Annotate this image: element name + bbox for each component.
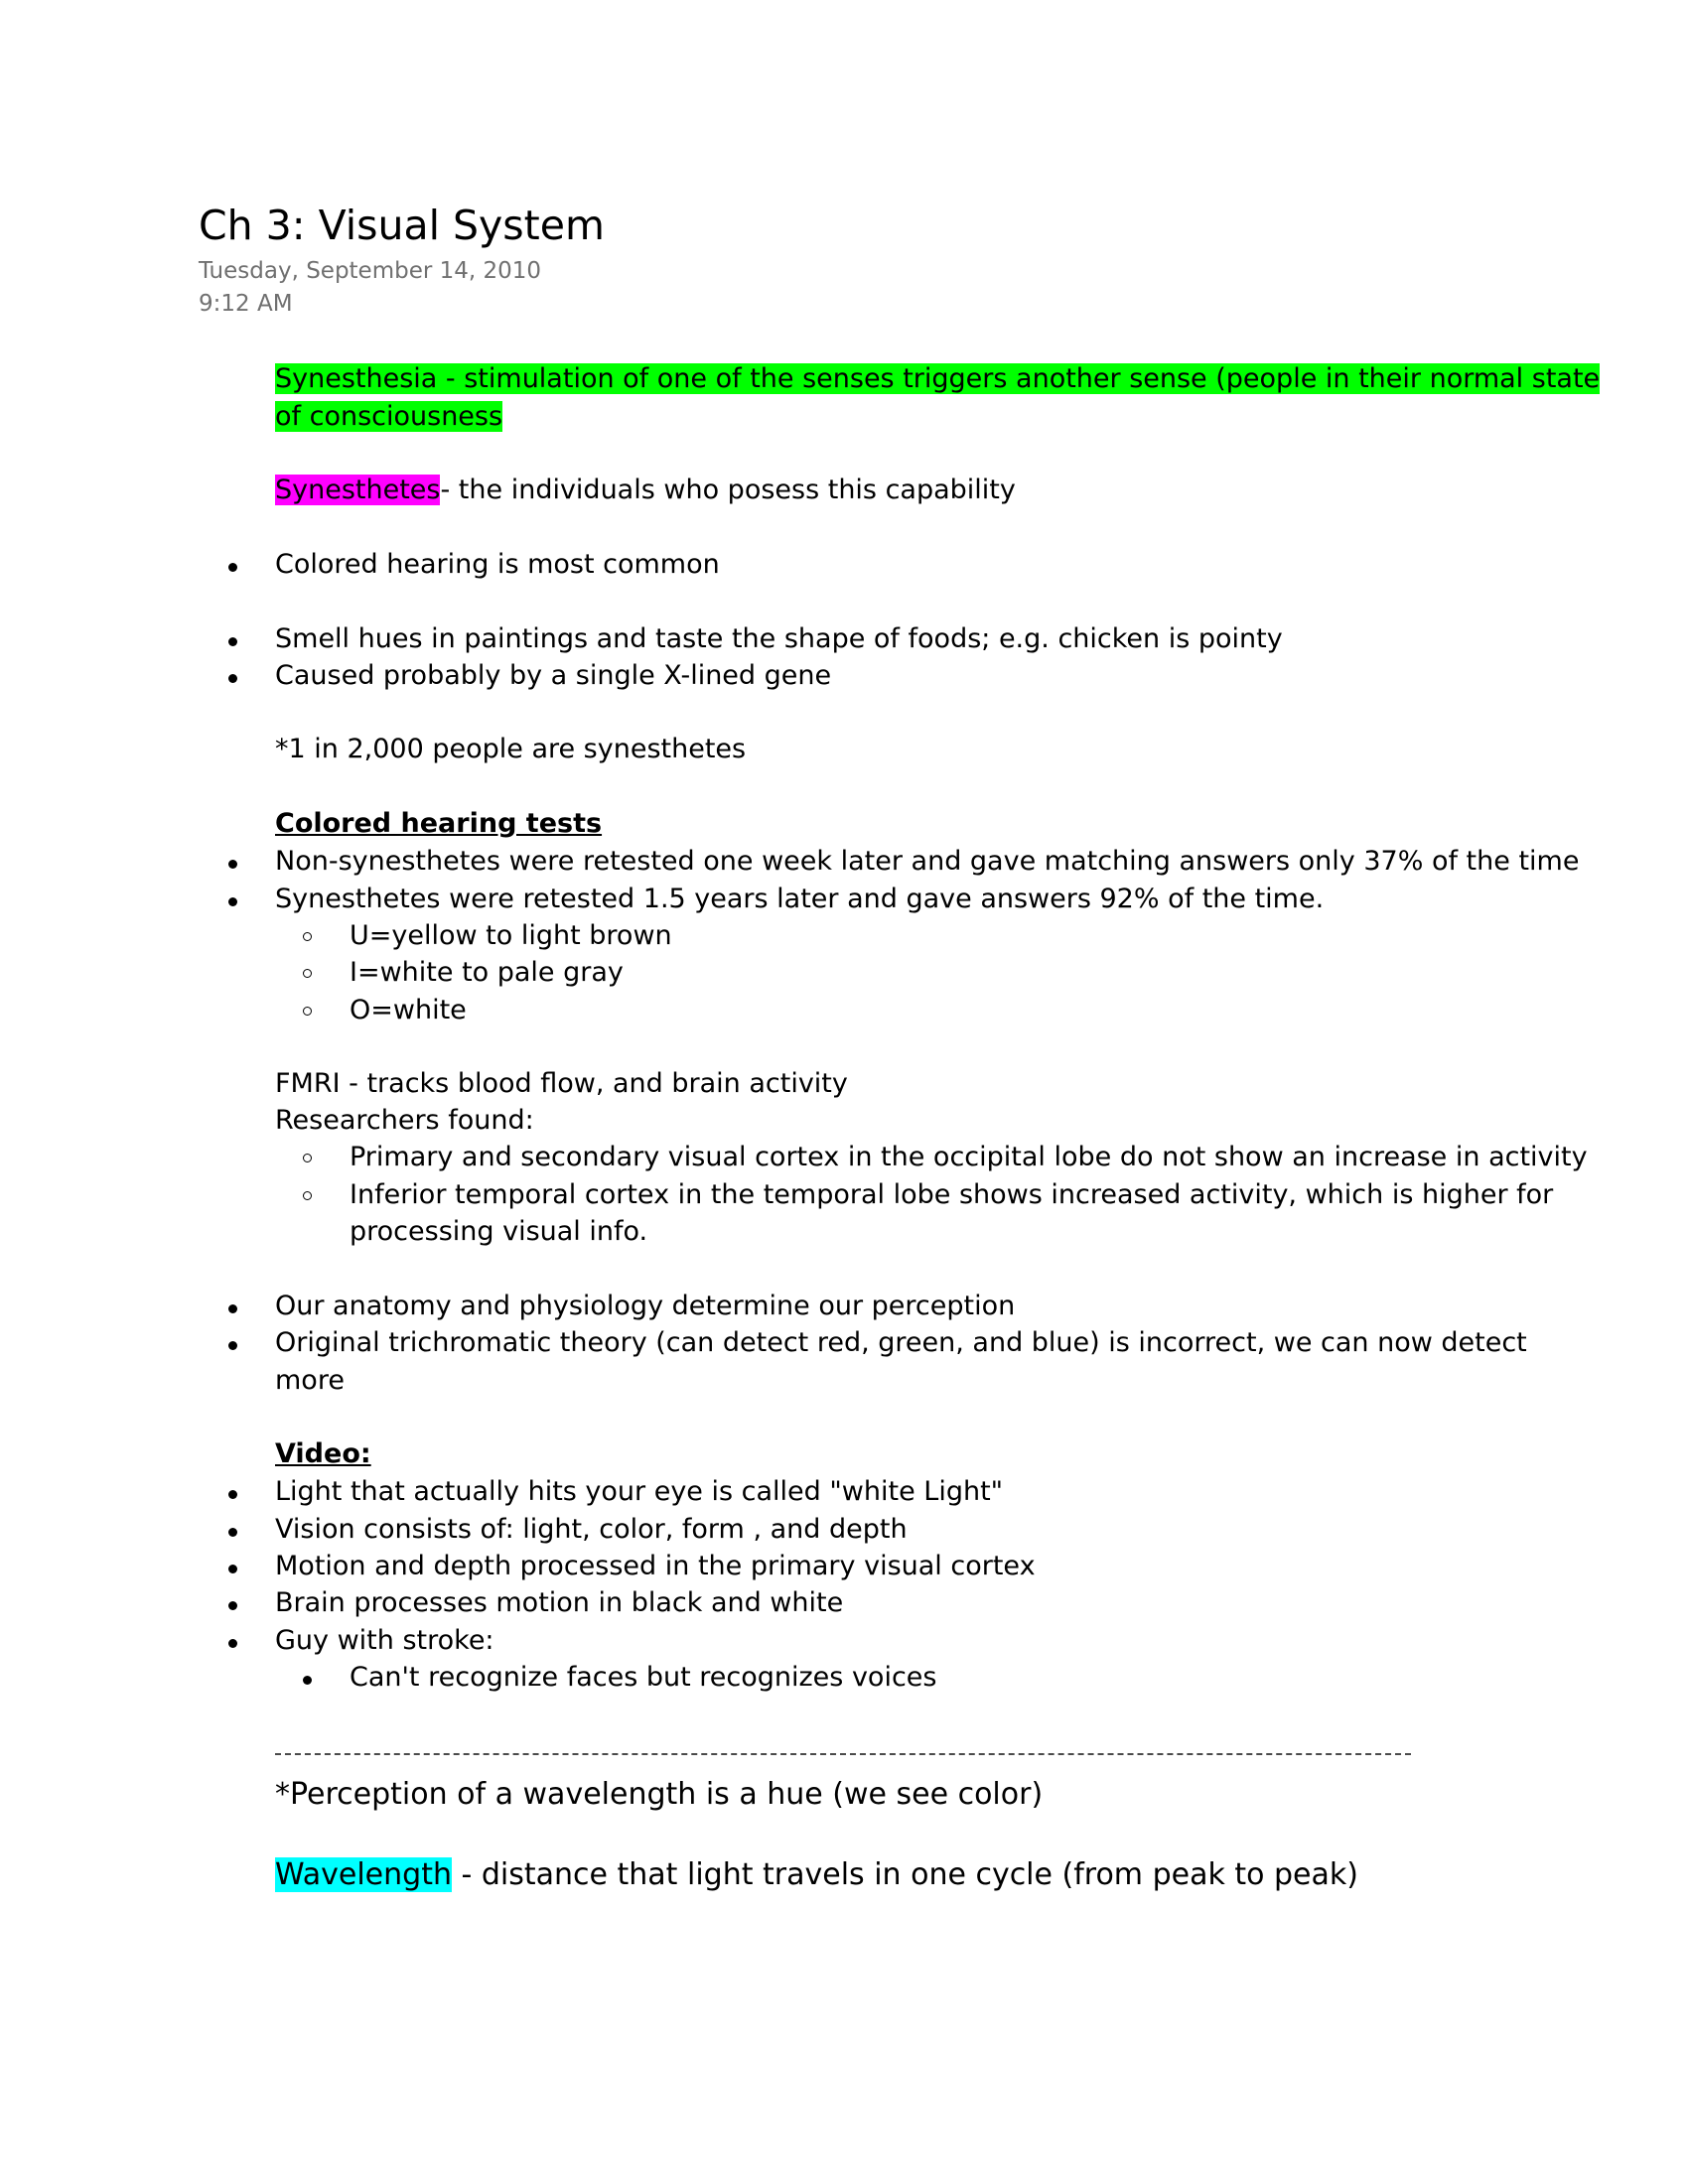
list-item: Vision consists of: light, color, form , and depth bbox=[275, 1514, 908, 1545]
bullet-icon bbox=[228, 563, 237, 572]
highlight-green: Synesthesia - stimulation of one of the senses triggers another sense (people in their normal state bbox=[275, 363, 1601, 394]
list-item: Light that actually hits your eye is called "white Light" bbox=[275, 1476, 1004, 1507]
list-item: Caused probably by a single X-lined gene bbox=[275, 660, 832, 691]
wavelength-definition-text: - distance that light travels in one cycle (from peak to peak) bbox=[451, 1857, 1358, 1892]
circle-bullet-icon bbox=[303, 1007, 312, 1016]
wavelength-definition bbox=[275, 1855, 1358, 1895]
synesthetes-definition bbox=[275, 473, 1016, 508]
page-title: Ch 3: Visual System bbox=[199, 202, 605, 249]
bullet-icon bbox=[228, 674, 237, 683]
list-item: Our anatomy and physiology determine our perception bbox=[275, 1291, 1016, 1321]
list-item: Guy with stroke: bbox=[275, 1625, 494, 1656]
highlight-cyan: Wavelength bbox=[275, 1857, 452, 1892]
sub-list-item: Inferior temporal cortex in the temporal lobe shows increased activity, which is higher for bbox=[350, 1179, 1554, 1210]
sub-list-item-continuation: processing visual info. bbox=[350, 1216, 648, 1247]
highlight-green: of consciousness bbox=[275, 401, 503, 432]
sub-list-item: Can't recognize faces but recognizes voices bbox=[350, 1662, 937, 1693]
list-item-continuation: more bbox=[275, 1365, 345, 1396]
bullet-icon bbox=[228, 637, 237, 646]
sub-list-item: I=white to pale gray bbox=[350, 957, 624, 988]
list-item: Synesthetes were retested 1.5 years later and gave answers 92% of the time. bbox=[275, 884, 1325, 914]
note-date: Tuesday, September 14, 2010 bbox=[199, 258, 542, 284]
bullet-icon bbox=[228, 1601, 237, 1610]
bullet-icon bbox=[228, 1565, 237, 1573]
list-item: Motion and depth processed in the primary visual cortex bbox=[275, 1551, 1036, 1581]
bullet-icon bbox=[228, 1528, 237, 1537]
synesthesia-definition-line1 bbox=[275, 361, 1600, 397]
list-item: Original trichromatic theory (can detect red, green, and blue) is incorrect, we can now detect bbox=[275, 1327, 1527, 1358]
section-heading-colored-hearing-tests: Colored hearing tests bbox=[275, 808, 603, 839]
circle-bullet-icon bbox=[303, 932, 312, 941]
bullet-icon bbox=[228, 1490, 237, 1499]
sub-list-item: O=white bbox=[350, 995, 467, 1025]
bullet-icon bbox=[303, 1676, 312, 1685]
circle-bullet-icon bbox=[303, 969, 312, 978]
synesthetes-definition-text: - the individuals who posess this capability bbox=[440, 475, 1016, 505]
researchers-found-line: Researchers found: bbox=[275, 1105, 534, 1136]
bullet-icon bbox=[228, 1639, 237, 1648]
note-time: 9:12 AM bbox=[199, 291, 293, 317]
list-item: Smell hues in paintings and taste the shape of foods; e.g. chicken is pointy bbox=[275, 623, 1283, 654]
bullet-icon bbox=[228, 1304, 237, 1313]
section-heading-video: Video: bbox=[275, 1438, 371, 1469]
synesthete-statistic: *1 in 2,000 people are synesthetes bbox=[275, 734, 747, 764]
highlight-magenta: Synesthetes bbox=[275, 475, 441, 505]
bullet-icon bbox=[228, 860, 237, 869]
perception-note: *Perception of a wavelength is a hue (we see color) bbox=[275, 1777, 1044, 1812]
list-item: Non-synesthetes were retested one week later and gave matching answers only 37% of the time bbox=[275, 846, 1580, 877]
sub-list-item: U=yellow to light brown bbox=[350, 920, 672, 951]
circle-bullet-icon bbox=[303, 1154, 312, 1162]
list-item: Brain processes motion in black and white bbox=[275, 1587, 844, 1618]
list-item: Colored hearing is most common bbox=[275, 549, 720, 580]
fmri-line: FMRI - tracks blood flow, and brain activity bbox=[275, 1068, 848, 1099]
bullet-icon bbox=[228, 897, 237, 906]
dashed-separator bbox=[275, 1753, 1411, 1755]
sub-list-item: Primary and secondary visual cortex in the occipital lobe do not show an increase in activity bbox=[350, 1142, 1588, 1172]
bullet-icon bbox=[228, 1341, 237, 1350]
synesthesia-definition-line2 bbox=[275, 399, 502, 435]
circle-bullet-icon bbox=[303, 1191, 312, 1200]
